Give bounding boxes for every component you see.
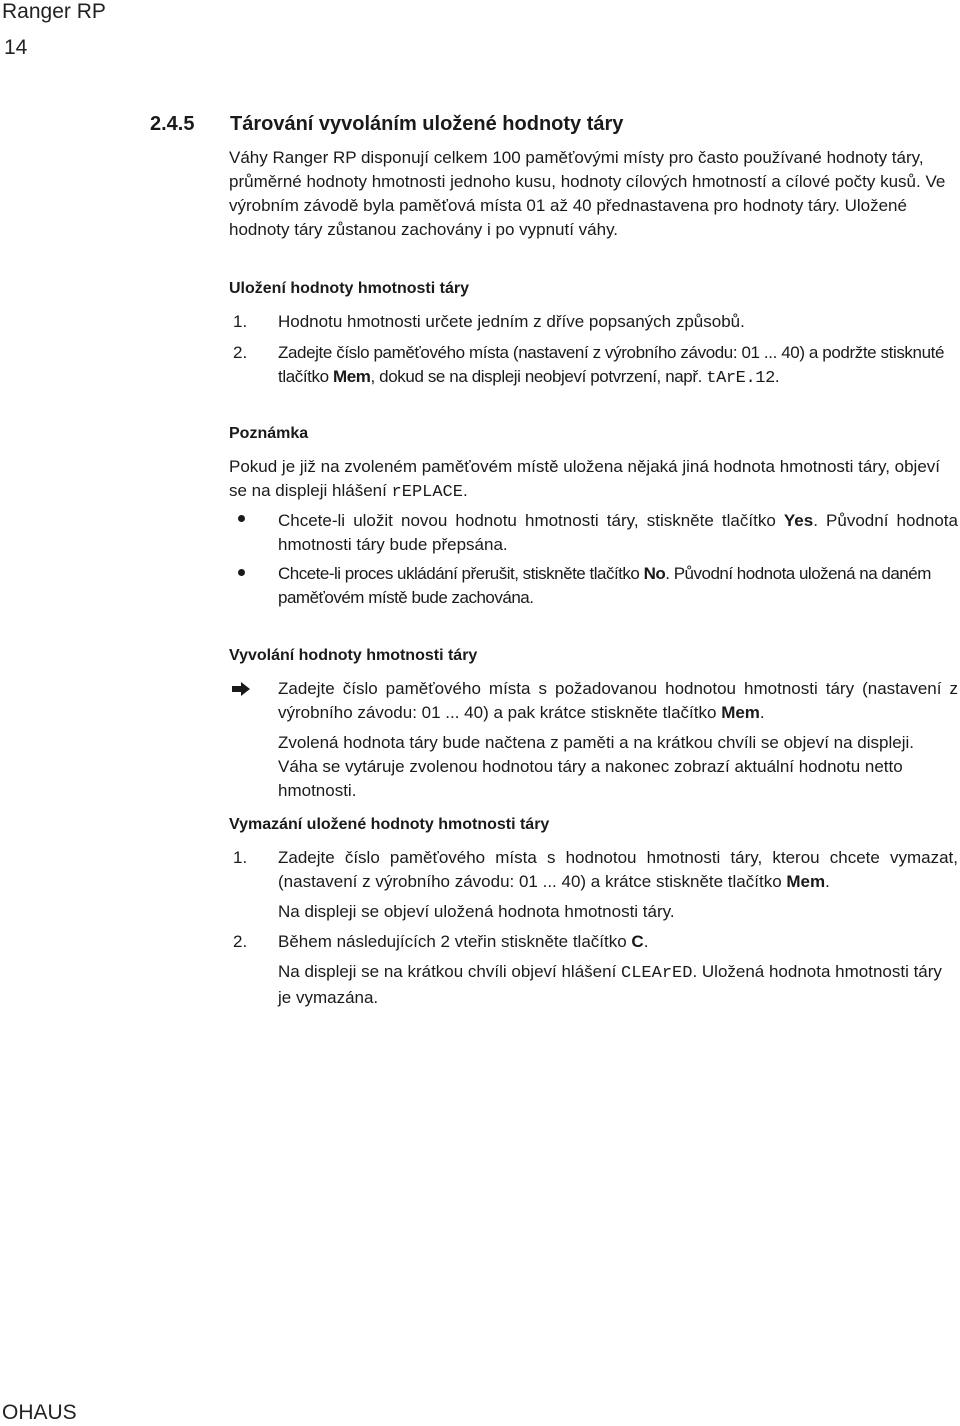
yes-key-label: Yes — [783, 511, 814, 530]
save-step2-text-b: , dokud se na displeji neobjeví potvrzení, např. — [370, 367, 707, 386]
display-message: tArE.12 — [706, 369, 775, 388]
save-heading: Uložení hodnoty hmotnosti táry — [229, 280, 469, 297]
delete-step1-b: . — [825, 872, 830, 891]
delete-step1-result: Na displeji se objeví uložená hodnota hmotnosti táry. — [278, 902, 675, 921]
recall-result: Zvolená hodnota táry bude načtena z paměti a na krátkou chvíli se objeví na displeji. Váha se vytáruje zvolenou hodnotou táry a nakonec zobrazí aktuální hodnotu netto hmotnosti. — [278, 733, 914, 800]
note-bullet2-b: . Původní hodnota uložená na daném paměťovém místě bude zachována. — [278, 564, 931, 607]
recall-step-b: . — [759, 703, 765, 722]
note-bullet1 — [278, 509, 958, 557]
delete-step2-b: . — [643, 932, 649, 951]
mem-key-label: Mem — [721, 703, 760, 722]
no-key-label: No — [643, 564, 666, 583]
note-bullet1-a: Chcete-li uložit novou hodnotu hmotnosti táry, stiskněte tlačítko — [278, 511, 784, 530]
arrow-right-icon — [232, 682, 250, 696]
save-step2 — [278, 341, 958, 391]
section-title: Tárování vyvoláním uložené hodnoty táry — [230, 113, 624, 135]
note-bullet2-a: Chcete-li proces ukládání přerušit, stiskněte tlačítko — [278, 564, 644, 583]
save-step2-text-c: . — [774, 367, 780, 386]
recall-step-a: Zadejte číslo paměťového místa s požadovanou hodnotou hmotnosti táry (nastavení z výrobního závodu: 01 ... 40) a pak krátce stiskněte tlačítko — [278, 679, 958, 722]
header-title: Ranger RP — [2, 0, 106, 23]
note-bullet2 — [278, 562, 958, 610]
section-number: 2.4.5 — [150, 113, 195, 135]
delete-step2-result — [278, 960, 958, 1010]
delete-step1-number: 1. — [233, 848, 248, 867]
delete-step2-result-a: Na displeji se na krátkou chvíli objeví hlášení — [278, 962, 622, 981]
save-step1-number: 1. — [233, 312, 248, 331]
note-text-a: Pokud je již na zvoleném paměťovém místě uložena nějaká jiná hodnota hmotnosti táry, objeví se na displeji hlášení — [229, 457, 941, 500]
delete-step2 — [278, 930, 958, 954]
footer-brand: OHAUS — [2, 1401, 77, 1424]
intro-paragraph: Váhy Ranger RP disponují celkem 100 paměťovými místy pro často používané hodnoty táry, průměrné hodnoty hmotnosti jednoho kusu, hodnoty cílových hmotností a cílové počty kusů. Ve výrobním závodě byla paměťová místa 01 až 40 přednastavena pro hodnoty táry. Uložené hodnoty táry zůstanou zachovány i po vypnutí váhy. — [229, 148, 946, 239]
save-step2-number: 2. — [233, 343, 248, 362]
recall-step — [278, 677, 958, 725]
note-bullet1-b: . Původní hodnota hmotnosti táry bude přepsána. — [278, 511, 958, 554]
save-step2-text-a: Zadejte číslo paměťového místa (nastavení z výrobního závodu: 01 ... 40) a podržte stisknuté tlačítko — [278, 343, 945, 386]
c-key-label: C — [631, 932, 644, 951]
delete-step1-a: Zadejte číslo paměťového místa s hodnotou hmotnosti táry, kterou chcete vymazat, (nastavení z výrobního závodu: 01 ... 40) a krátce stiskněte tlačítko — [278, 848, 958, 891]
delete-step2-number: 2. — [233, 932, 248, 951]
note-text-b: . — [462, 481, 468, 500]
display-message: CLEArED — [621, 964, 693, 983]
delete-step2-a: Během následujících 2 vteřin stiskněte tlačítko — [278, 932, 632, 951]
recall-heading: Vyvolání hodnoty hmotnosti táry — [229, 647, 478, 664]
mem-key-label: Mem — [786, 872, 826, 891]
note-heading: Poznámka — [229, 425, 309, 442]
bullet-icon — [238, 515, 245, 522]
note-text — [229, 455, 957, 505]
delete-heading: Vymazání uložené hodnoty hmotnosti táry — [229, 816, 550, 833]
save-step1-text: Hodnotu hmotnosti určete jedním z dříve popsaných způsobů. — [278, 312, 745, 331]
delete-step2-result-b: . Uložená hodnota hmotnosti táry je vymazána. — [278, 962, 942, 1007]
mem-key-label: Mem — [332, 367, 371, 386]
page-number: 14 — [4, 36, 28, 59]
bullet-icon — [238, 569, 245, 576]
delete-step1 — [278, 846, 958, 894]
display-message: rEPLACE — [391, 483, 463, 502]
